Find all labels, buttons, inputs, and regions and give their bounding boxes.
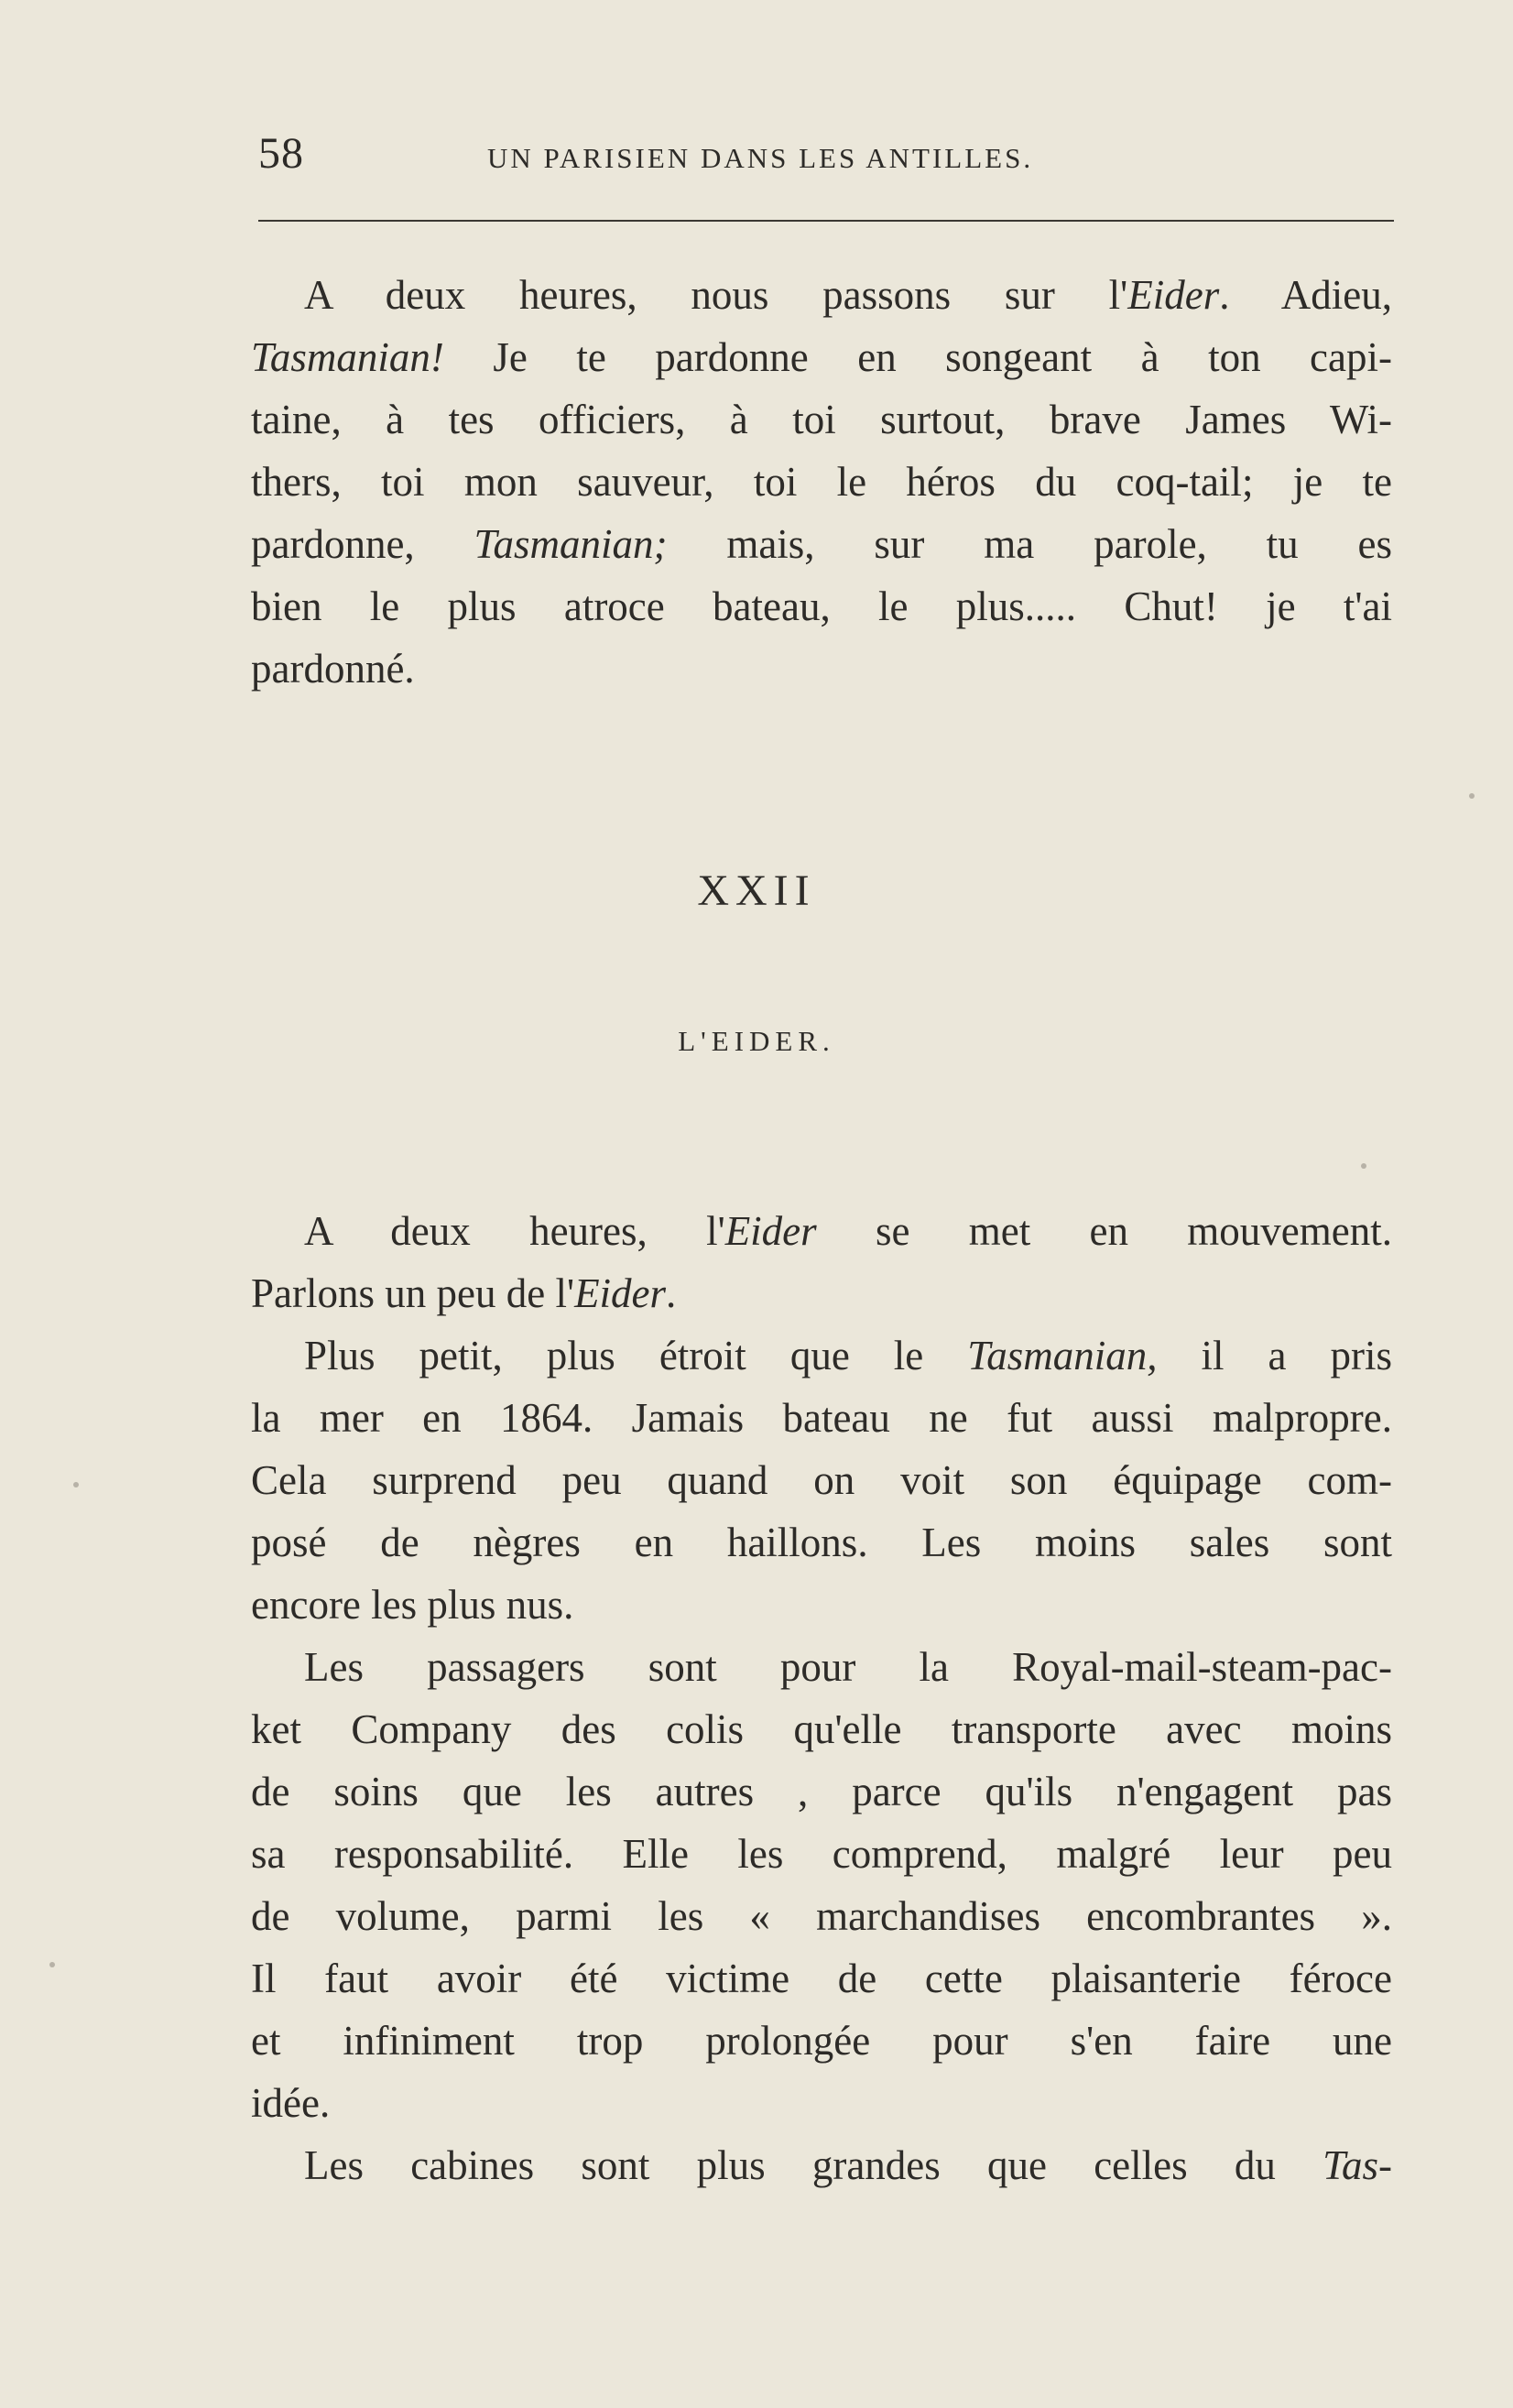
paragraph-3	[251, 1324, 1392, 1636]
text-line: encore les plus nus.	[251, 1582, 574, 1628]
paragraph-5	[251, 2134, 1392, 2196]
text-line: A deux heures, nous passons sur l'Eider. Adieu,	[304, 272, 1392, 318]
text-line: A deux heures, l'Eider se met en mouvement.	[304, 1208, 1392, 1254]
text-line: de volume, parmi les « marchandises encombrantes ».	[251, 1893, 1392, 1939]
paper-speck	[73, 1482, 79, 1487]
text-line: Parlons un peu de l'Eider.	[251, 1270, 677, 1316]
chapter-number: XXII	[697, 866, 816, 915]
text-line: et infiniment trop prolongée pour s'en faire une	[251, 2018, 1392, 2064]
text-line: bien le plus atroce bateau, le plus..... Chut! je t'ai	[251, 583, 1392, 629]
paper-speck	[1361, 1163, 1366, 1169]
text-line: pardonné.	[251, 646, 415, 692]
text-line: sa responsabilité. Elle les comprend, malgré leur peu	[251, 1831, 1392, 1877]
running-title: UN PARISIEN DANS LES ANTILLES.	[487, 142, 1034, 174]
text-line: ket Company des colis qu'elle transporte avec moins	[251, 1706, 1392, 1752]
text-line: de soins que les autres , parce qu'ils n'engagent pas	[251, 1769, 1392, 1814]
paper-speck	[49, 1962, 55, 1967]
page-header	[258, 126, 1394, 181]
text-line: thers, toi mon sauveur, toi le héros du coq-tail; je te	[251, 459, 1392, 505]
paragraph-2	[251, 1200, 1392, 1324]
paragraph-4	[251, 1636, 1392, 2134]
text-line: Tasmanian! Je te pardonne en songeant à ton capi-	[251, 334, 1392, 380]
text-line: taine, à tes officiers, à toi surtout, brave James Wi-	[251, 397, 1392, 442]
paper-speck	[1469, 793, 1475, 799]
text-line: Les cabines sont plus grandes que celles du Tas-	[304, 2142, 1392, 2188]
page-number: 58	[258, 129, 304, 178]
text-line: idée.	[251, 2080, 331, 2126]
text-line: Cela surprend peu quand on voit son équipage com-	[251, 1457, 1392, 1503]
text-line: Les passagers sont pour la Royal-mail-steam-pac-	[304, 1644, 1392, 1690]
text-line: posé de nègres en haillons. Les moins sales sont	[251, 1520, 1392, 1565]
paragraph-1	[251, 264, 1392, 700]
text-line: pardonne, Tasmanian; mais, sur ma parole, tu es	[251, 521, 1392, 567]
text-line: la mer en 1864. Jamais bateau ne fut aussi malpropre.	[251, 1395, 1392, 1441]
text-line: Il faut avoir été victime de cette plaisanterie féroce	[251, 1956, 1392, 2001]
text-line: Plus petit, plus étroit que le Tasmanian, il a pris	[304, 1333, 1392, 1378]
header-rule	[258, 220, 1394, 222]
chapter-title: L'EIDER.	[678, 1025, 835, 1057]
